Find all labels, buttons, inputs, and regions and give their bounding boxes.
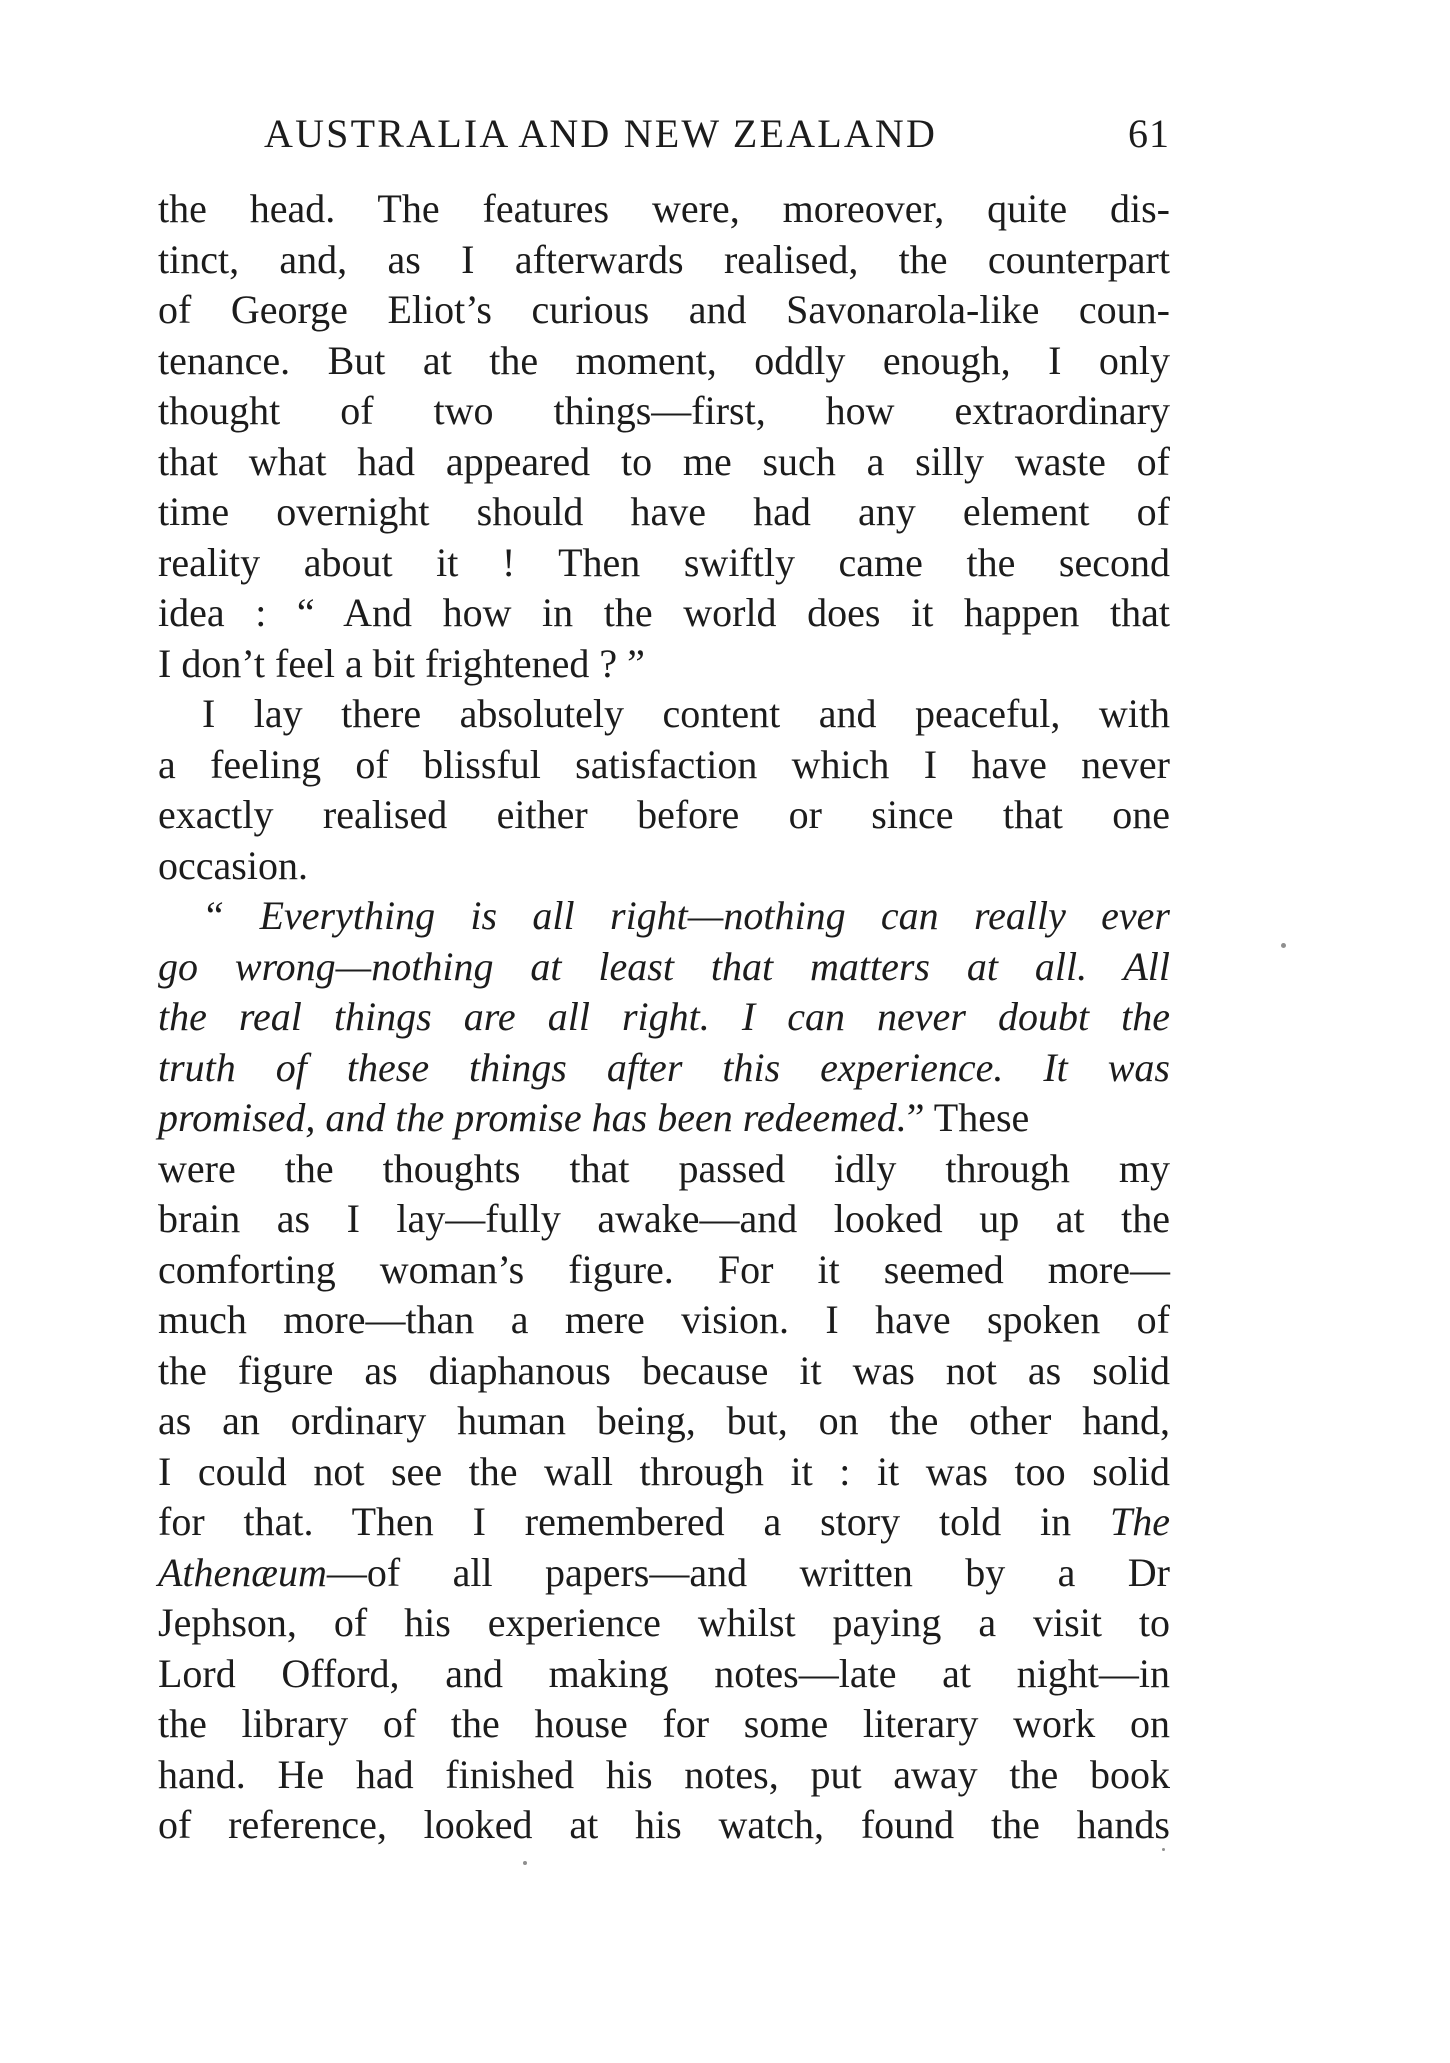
- text-line: tinct, and, as I afterwards realised, the counterpart: [158, 236, 1170, 282]
- text-line-mixed: [158, 1497, 1170, 1548]
- text-line: tenance. But at the moment, oddly enough, I only: [158, 337, 1170, 383]
- text-line: I could not see the wall through it : it was too solid: [158, 1448, 1170, 1494]
- text-line: that what had appeared to me such a silly waste of: [158, 438, 1170, 484]
- text-line-mixed: [158, 1548, 1170, 1599]
- text-fragment: Athenæum: [158, 1549, 327, 1595]
- paper-speck: [523, 1861, 527, 1865]
- text-line: the figure as diaphanous because it was not as solid: [158, 1347, 1170, 1393]
- text-line-mixed: [158, 1093, 1170, 1144]
- text-line: comforting woman’s figure. For it seemed more—: [158, 1246, 1170, 1292]
- text-line: the head. The features were, moreover, quite dis-: [158, 186, 1170, 231]
- text-line: I don’t feel a bit frightened ? ”: [158, 640, 645, 686]
- text-line: as an ordinary human being, but, on the other hand,: [158, 1398, 1170, 1443]
- text-line: of reference, looked at his watch, found the hands: [158, 1802, 1170, 1847]
- text-line: much more—than a mere vision. I have spoken of: [158, 1297, 1170, 1342]
- text-line: hand. He had finished his notes, put away the book: [158, 1751, 1170, 1797]
- paper-speck: [1162, 1848, 1165, 1851]
- text-line: truth of these things after this experience. It was: [158, 1044, 1170, 1090]
- text-line: the real things are all right. I can never doubt the: [158, 994, 1170, 1039]
- page-number: 61: [1128, 111, 1170, 156]
- running-title: AUSTRALIA AND NEW ZEALAND: [264, 111, 938, 156]
- text-line: Lord Offord, and making notes—late at night—in: [158, 1650, 1170, 1696]
- text-fragment: for that. Then I remembered a story told in: [158, 1499, 1110, 1544]
- text-line: thought of two things—first, how extraordinary: [158, 388, 1170, 433]
- paper-speck: [1281, 943, 1286, 948]
- text-line: of George Eliot’s curious and Savonarola-like coun-: [158, 287, 1170, 332]
- text-line: I lay there absolutely content and peaceful, with: [202, 691, 1170, 736]
- text-line: occasion.: [158, 842, 308, 888]
- text-line: go wrong—nothing at least that matters at all. All: [158, 943, 1170, 989]
- text-line: exactly realised either before or since that one: [158, 792, 1170, 837]
- text-fragment: —of all papers—and written by a Dr: [326, 1549, 1170, 1595]
- body-text: [158, 184, 1170, 1851]
- text-line: time overnight should have had any element of: [158, 489, 1170, 534]
- text-line: brain as I lay—fully awake—and looked up at the: [158, 1196, 1170, 1241]
- text-fragment: The: [1110, 1499, 1170, 1544]
- text-line: a feeling of blissful satisfaction which I have never: [158, 741, 1170, 787]
- text-line: “ Everything is all right—nothing can really ever: [202, 893, 1170, 938]
- text-line: were the thoughts that passed idly through my: [158, 1145, 1170, 1191]
- page-header: [158, 104, 1170, 164]
- text-line: reality about it ! Then swiftly came the second: [158, 539, 1170, 585]
- text-line: Jephson, of his experience whilst paying a visit to: [158, 1600, 1170, 1645]
- text-fragment: ” These: [906, 1095, 1030, 1140]
- text-line: the library of the house for some literary work on: [158, 1701, 1170, 1746]
- text-fragment: promised, and the promise has been redeemed.: [158, 1095, 907, 1140]
- text-line: idea : “ And how in the world does it happen that: [158, 590, 1170, 635]
